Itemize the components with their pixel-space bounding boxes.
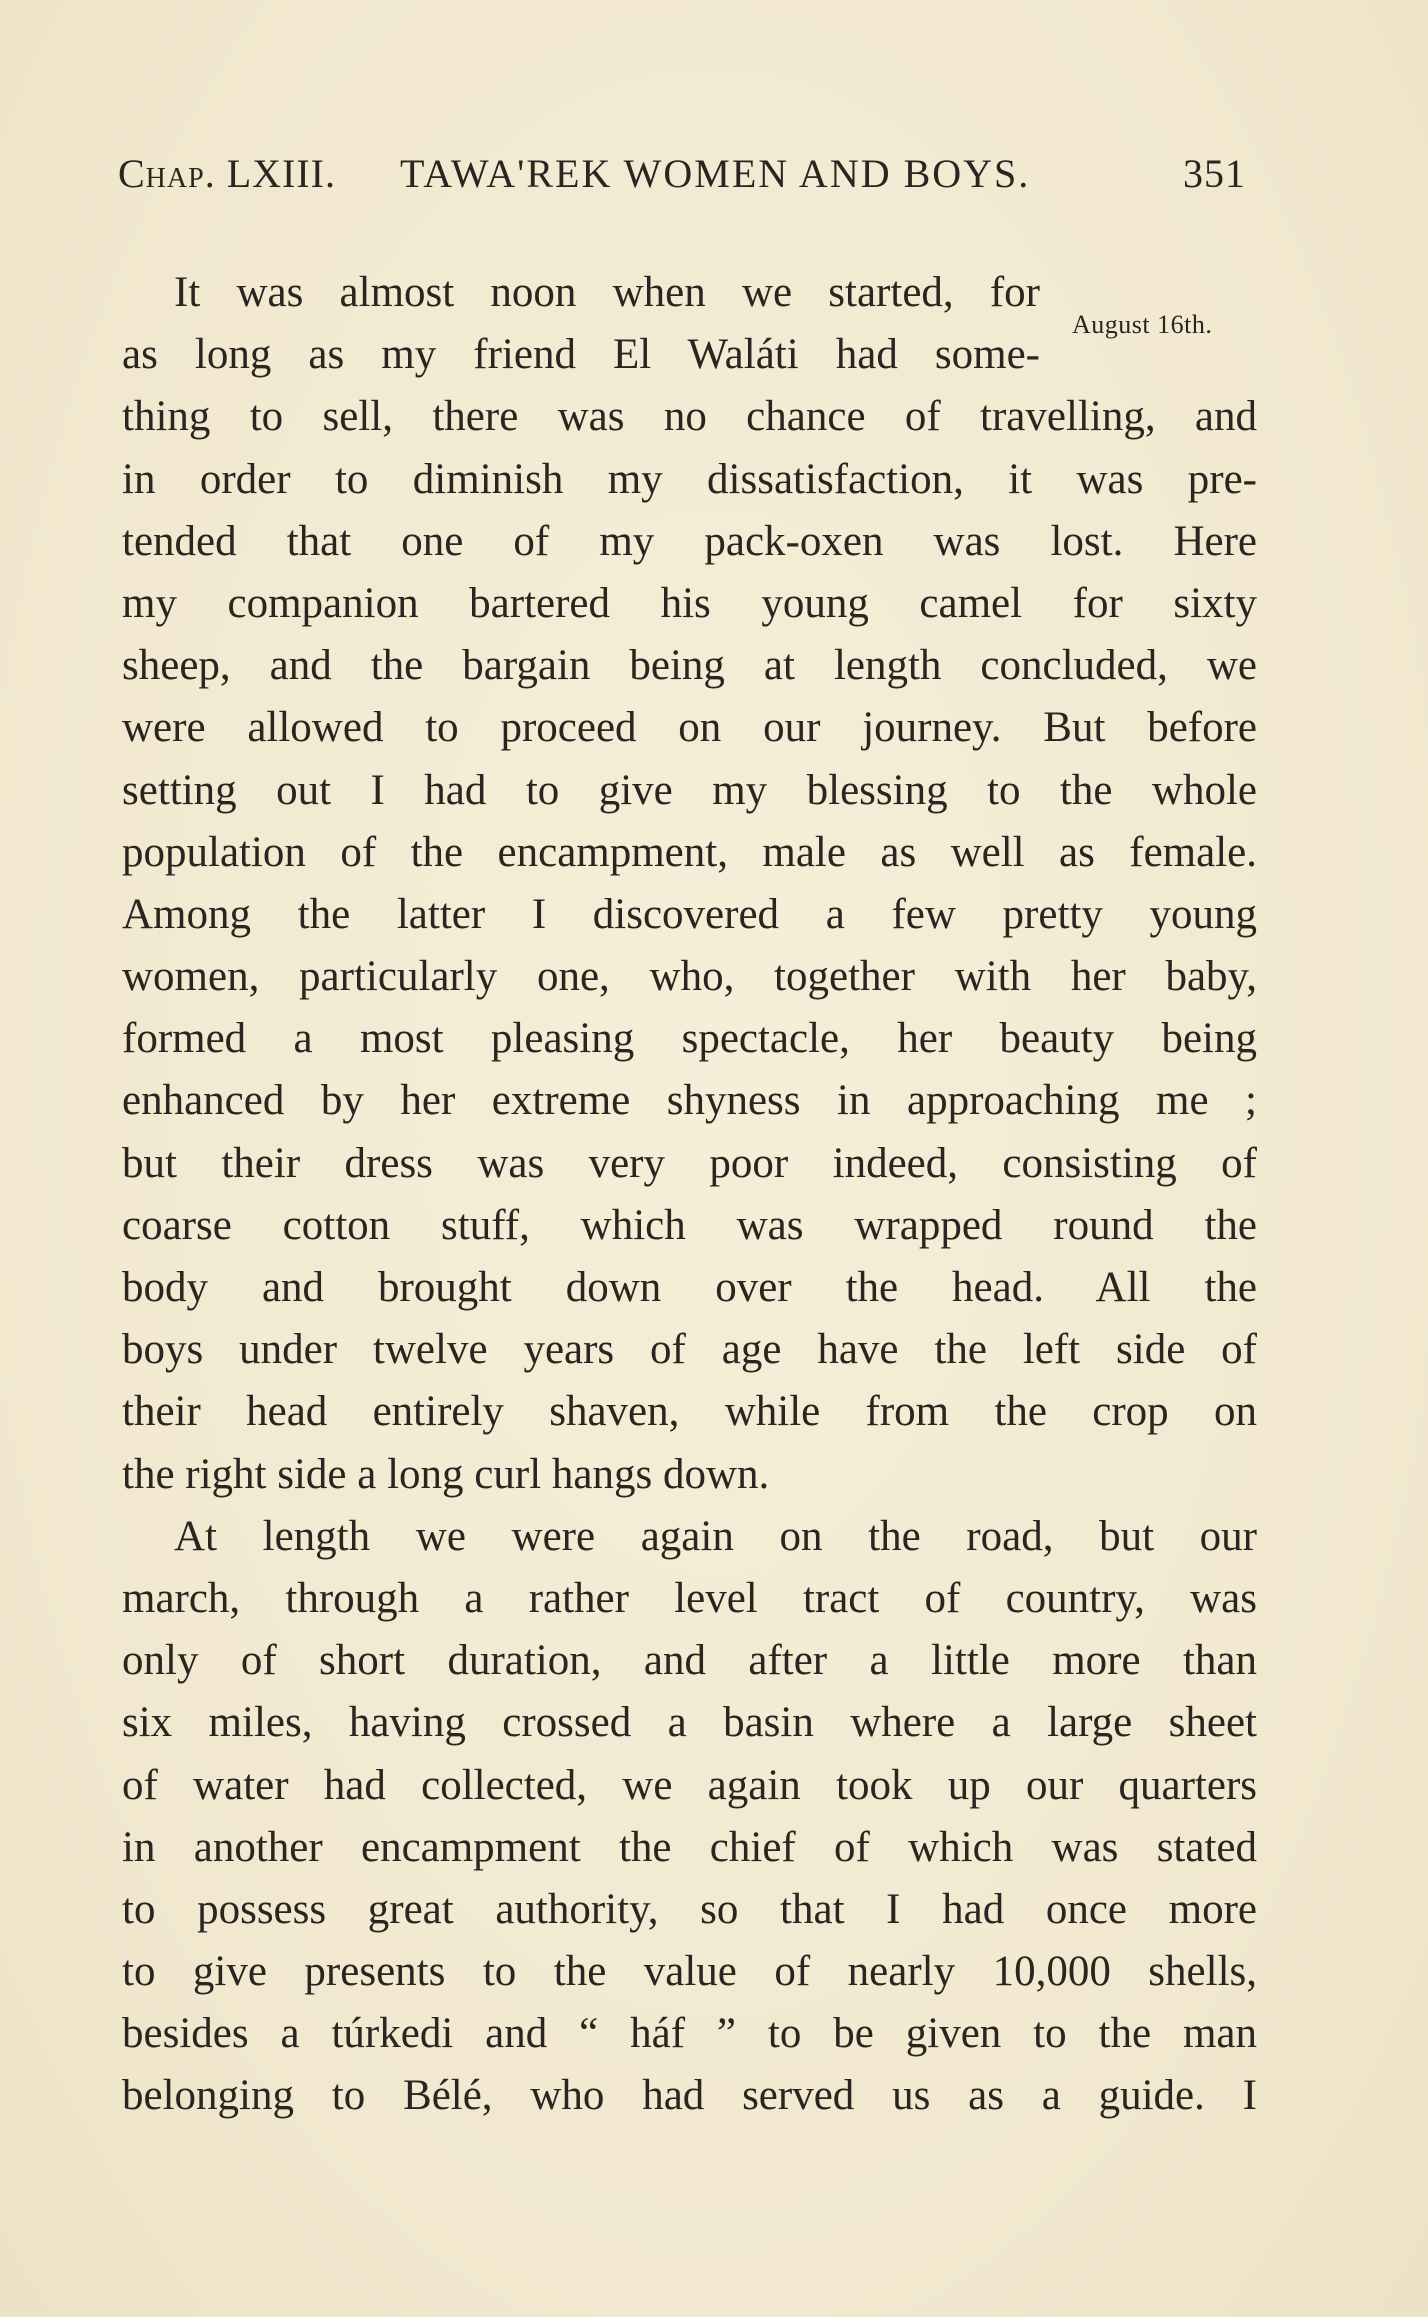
text-line: belonging to Bélé, who had served us as a guide. I	[122, 2072, 1257, 2120]
text-line: as long as my friend El Waláti had some-	[122, 331, 1040, 379]
text-line: formed a most pleasing spectacle, her beauty being	[122, 1015, 1257, 1063]
text-line: sheep, and the bargain being at length concluded, we	[122, 642, 1257, 690]
text-line: in another encampment the chief of which was stated	[122, 1823, 1257, 1871]
text-line: body and brought down over the head. All the	[122, 1264, 1257, 1311]
page-number: 351	[1183, 151, 1246, 196]
running-title: TAWA'REK WOMEN AND BOYS.	[400, 151, 1031, 196]
text-line: besides a túrkedi and “ háf ” to be given to the man	[122, 2010, 1257, 2058]
text-line: of water had collected, we again took up our quarters	[122, 1761, 1257, 1809]
text-line: boys under twelve years of age have the left side of	[122, 1326, 1257, 1374]
running-header	[118, 150, 1246, 210]
text-line: It was almost noon when we started, for	[174, 269, 1040, 316]
text-line: their head entirely shaven, while from the crop on	[122, 1388, 1257, 1436]
text-line: women, particularly one, who, together with her baby,	[122, 953, 1257, 1001]
text-line: my companion bartered his young camel for sixty	[122, 579, 1257, 627]
text-line: At length we were again on the road, but our	[174, 1512, 1257, 1560]
text-line: setting out I had to give my blessing to the whole	[122, 766, 1257, 814]
text-line: population of the encampment, male as well as female.	[122, 828, 1257, 876]
text-line: were allowed to proceed on our journey. But before	[122, 704, 1257, 752]
text-line: Among the latter I discovered a few pretty young	[122, 890, 1257, 938]
text-line: in order to diminish my dissatisfaction, it was pre-	[122, 455, 1257, 503]
paragraph-2	[122, 1506, 1257, 2128]
text-line: tended that one of my pack-oxen was lost. Here	[122, 517, 1257, 565]
text-line: thing to sell, there was no chance of travelling, and	[122, 393, 1257, 441]
text-line: to possess great authority, so that I had once more	[122, 1885, 1257, 1933]
paragraph-1	[122, 262, 1257, 1506]
text-line: only of short duration, and after a little more than	[122, 1637, 1257, 1685]
body-text	[122, 262, 1257, 2128]
margin-date-note: August 16th.	[1072, 310, 1213, 339]
chapter-label: Chap. LXIII.	[118, 151, 336, 196]
text-line: coarse cotton stuff, which was wrapped round the	[122, 1201, 1257, 1249]
text-line: six miles, having crossed a basin where a large sheet	[122, 1699, 1257, 1747]
text-line: the right side a long curl hangs down.	[122, 1450, 770, 1498]
text-line: enhanced by her extreme shyness in approaching me ;	[122, 1077, 1257, 1125]
text-line: but their dress was very poor indeed, consisting of	[122, 1139, 1257, 1187]
text-line: to give presents to the value of nearly 10,000 shells,	[122, 1948, 1257, 1996]
text-line: march, through a rather level tract of country, was	[122, 1574, 1257, 1622]
